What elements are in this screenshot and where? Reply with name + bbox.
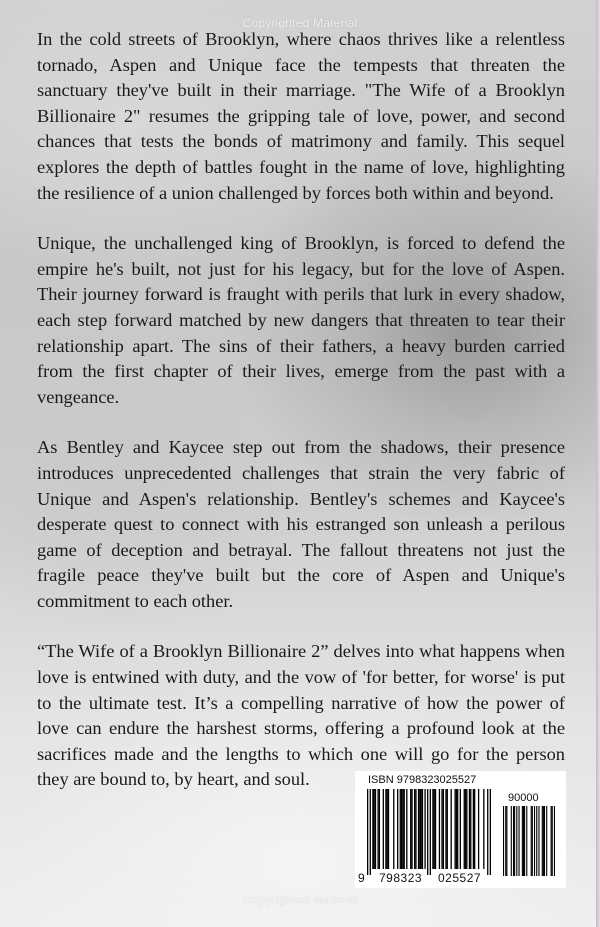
ean-bar (422, 789, 423, 869)
addon-bar (536, 806, 537, 876)
ean-bar (445, 789, 446, 869)
ean-bar (393, 789, 394, 869)
ean-bar (400, 789, 401, 869)
addon-bar (554, 806, 555, 876)
addon-bar (552, 806, 553, 876)
ean-bar (474, 789, 475, 869)
addon-bar (506, 806, 507, 876)
ean-bar (410, 789, 411, 869)
ean-bar (460, 789, 461, 869)
barcode-digit-first: 9 (358, 871, 366, 885)
ean-bar (427, 789, 428, 875)
isbn-barcode (355, 771, 566, 888)
ean-bar (457, 789, 458, 869)
ean-bar (377, 789, 378, 869)
blurb-paragraph-4: “The Wife of a Brooklyn Billionaire 2” delves into what happens when love is entwined with duty, and the vow of 'for better, for worse' is put to the ultimate test. It’s a compelling narrative of how the power of love can endure the harshest storms, offering a profound look at the sacrifices made and the lengths to which one will go for the person they are bound to, by heart, and soul. (37, 641, 565, 790)
ean-bar (430, 789, 431, 875)
ean-bar (372, 789, 373, 869)
cover-spine-edge (596, 0, 600, 927)
ean-bar (432, 789, 433, 869)
isbn-label: ISBN 9798323025527 (368, 774, 477, 786)
ean-bar (383, 789, 384, 869)
addon-bar (518, 806, 519, 876)
ean-bar (419, 789, 420, 869)
ean-bar (418, 789, 419, 869)
addon-bar (538, 806, 539, 876)
ean-bar (464, 789, 465, 869)
ean-bar (439, 789, 440, 869)
addon-bar (546, 806, 547, 876)
addon-bar (534, 806, 535, 876)
addon-bar (522, 806, 523, 876)
blurb-paragraph-3: As Bentley and Kaycee step out from the shadows, their presence introduces unprecedented challenges that strain the very fabric of Unique and Aspen's relationship. Bentley's schemes and Kaycee's desperate quest to connect with his estranged son unleash a perilous game of deception and betrayal. The fallout threatens not just the fragile peace they've built but the core of Aspen and Unique's commitment to each other. (37, 437, 565, 611)
addon-bar (503, 806, 504, 876)
ean-bar (404, 789, 405, 869)
addon-bar (514, 806, 515, 876)
ean-bar (370, 789, 371, 875)
ean-bar (385, 789, 386, 869)
addon-bar (511, 806, 512, 876)
blurb-paragraph-1: In the cold streets of Brooklyn, where chaos thrives like a relentless tornado, Aspen and Unique face the tempests that threaten the sanctuary they've built in their marriage. "The Wife of a Brooklyn Billionaire 2" resumes the gripping tale of love, power, and second chances that tests the bonds of matrimony and family. This sequel explores the depth of battles fought in the name of love, highlighting the resilience of a union challenged by forces both within and beyond. (37, 29, 565, 203)
ean-bar (483, 789, 484, 869)
ean-bar (415, 789, 416, 869)
barcode-digits-left: 798323 (379, 871, 423, 885)
ean-bar (469, 789, 470, 869)
addon-bar (543, 806, 544, 876)
ean-bar (388, 789, 389, 869)
back-cover-blurb (37, 27, 565, 818)
copyright-watermark-top: Copyrighted Material (242, 16, 358, 30)
ean-barcode-bars (367, 789, 491, 875)
ean-bar (473, 789, 474, 869)
ean-bar (375, 789, 376, 869)
ean-bar (441, 789, 442, 869)
addon-bar (526, 806, 527, 876)
addon-bar (532, 806, 533, 876)
addon-bar (544, 806, 545, 876)
ean-bar (367, 789, 368, 875)
ean-bar (421, 789, 422, 869)
ean-bar (414, 789, 415, 869)
ean-bar (434, 789, 435, 869)
ean-bar (424, 789, 425, 869)
addon-bar (513, 806, 514, 876)
ean-bar (387, 789, 388, 869)
addon-bar (531, 806, 532, 876)
ean-bar (490, 789, 491, 875)
ean-bar (456, 789, 457, 869)
ean-bar (406, 789, 407, 869)
barcode-digits-right: 025527 (438, 871, 482, 885)
ean-bar (447, 789, 448, 869)
ean-bar (397, 789, 398, 869)
ean-bar (451, 789, 452, 869)
copyright-watermark-bottom: Copyrighted Material (242, 893, 358, 907)
ean-bar (379, 789, 380, 869)
ean-bar (435, 789, 436, 869)
addon-bar (524, 806, 525, 876)
ean-bar (478, 789, 479, 869)
ean-bar (454, 789, 455, 869)
blurb-paragraph-2: Unique, the unchallenged king of Brooklyn, is forced to defend the empire he's built, not just for his legacy, but for the love of Aspen. Their journey forward is fraught with perils that lurk in every shadow, each step forward matched by new dangers that threaten to tear their relationship apart. The sins of their fathers, a heavy burden carried from the first chapter of their lives, emerge from the past with a vengeance. (37, 233, 565, 407)
addon-bar (505, 806, 506, 876)
ean-bar (374, 789, 375, 869)
price-code: 90000 (508, 792, 539, 804)
ean-bar (402, 789, 403, 869)
ean-bar (443, 789, 444, 869)
ean-bar (466, 789, 467, 869)
ean-bar (465, 789, 466, 869)
ean-bar (401, 789, 402, 869)
ean-bar (487, 789, 488, 875)
addon-bar (551, 806, 552, 876)
ean-bar (411, 789, 412, 869)
addon-bar (542, 806, 543, 876)
ean-bar (470, 789, 471, 869)
addon-bar (516, 806, 517, 876)
price-addon-barcode-bars (503, 806, 555, 876)
addon-bar (523, 806, 524, 876)
